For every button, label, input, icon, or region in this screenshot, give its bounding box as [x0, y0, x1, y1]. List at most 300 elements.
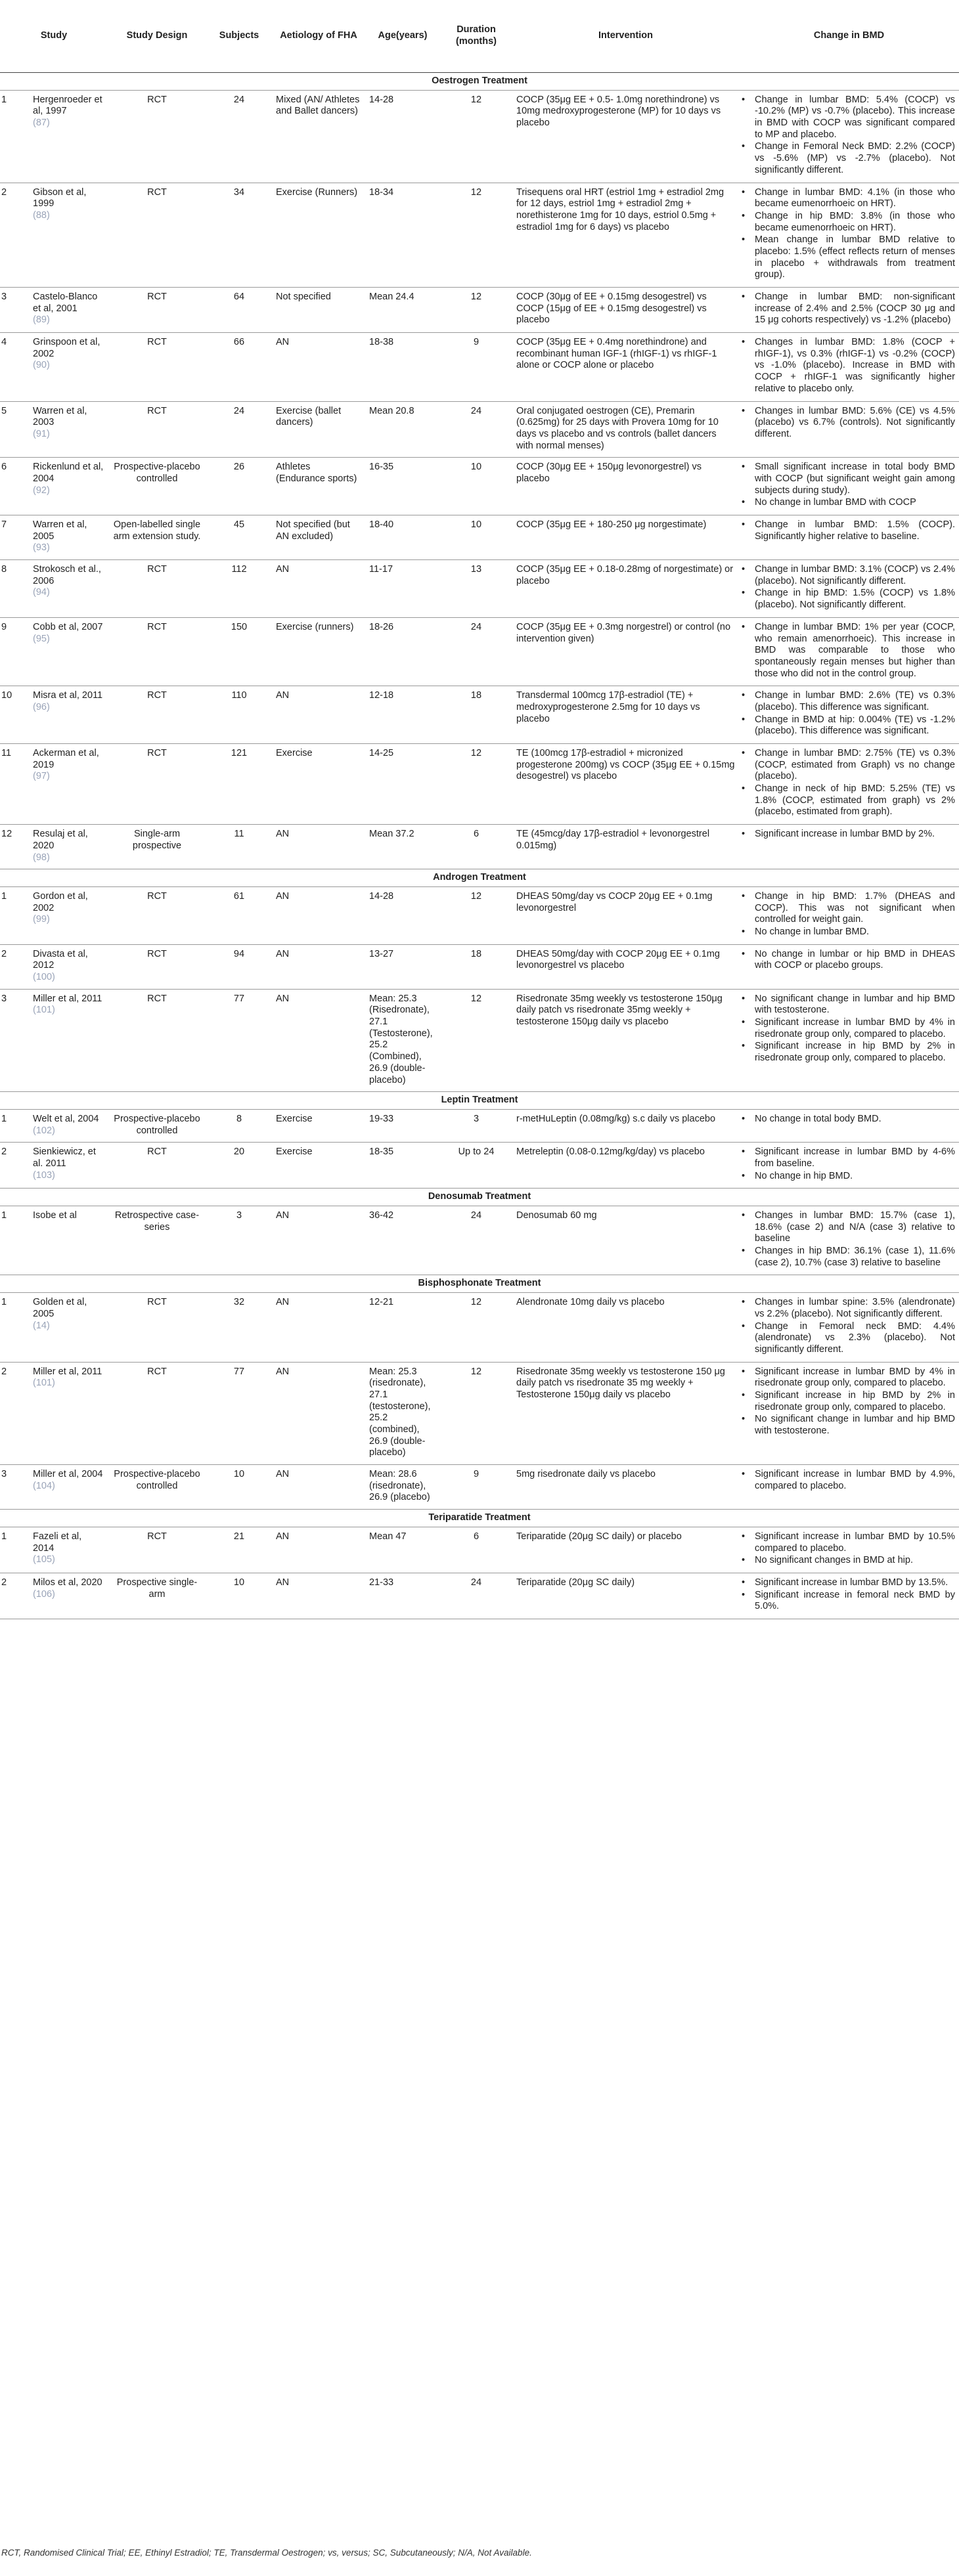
cell-number: 5: [0, 401, 29, 458]
table-row: [0, 1293, 959, 1362]
table-row: [0, 1109, 959, 1142]
cell-number: 9: [0, 617, 29, 686]
cell-study-design: RCT: [108, 989, 206, 1092]
cell-duration: 10: [440, 515, 512, 560]
bmd-result-item: • Changes in lumbar BMD: 1.8% (COCP + rhIGF-1), vs 0.3% (rhIGF-1) vs -0.2% (COCP) vs -1.0% (placebo). Increase in BMD with COCP + rhIGF-1 was significantly higher relative to placebo only.: [755, 337, 955, 395]
cell-intervention: COCP (35μg EE + 0.18-0.28mg of norgestimate) or placebo: [512, 560, 739, 618]
study-name: Fazeli et al, 2014: [33, 1531, 82, 1554]
cell-subjects: 10: [206, 1465, 272, 1510]
cell-intervention: Risedronate 35mg weekly vs testosterone 150μg daily patch vs risedronate 35mg weekly + testosterone 150μg daily vs placebo: [512, 989, 739, 1092]
cell-number: 7: [0, 515, 29, 560]
bmd-result-item: • Changes in hip BMD: 36.1% (case 1), 11.6% (case 2), 10.7% (case 3) relative to baseline: [755, 1246, 955, 1269]
cell-number: 1: [0, 1293, 29, 1362]
cell-age: Mean: 25.3 (Risedronate), 27.1 (Testosterone), 25.2 (Combined), 26.9 (double-placebo): [365, 989, 440, 1092]
study-name: Resulaj et al, 2020: [33, 829, 88, 851]
bmd-result-item: • Change in Femoral neck BMD: 4.4% (alendronate) vs 2.3% (placebo). Not significantly different.: [755, 1321, 955, 1356]
cell-study: [29, 333, 108, 401]
reference-link[interactable]: (89): [33, 315, 50, 326]
cell-duration: 12: [440, 183, 512, 288]
cell-subjects: 64: [206, 288, 272, 333]
bmd-result-list: [740, 519, 955, 542]
cell-subjects: 77: [206, 989, 272, 1092]
cell-study: [29, 288, 108, 333]
cell-age: 21-33: [365, 1573, 440, 1619]
bmd-result-list: [740, 622, 955, 680]
cell-age: 18-38: [365, 333, 440, 401]
cell-study: [29, 183, 108, 288]
cell-duration: 24: [440, 1573, 512, 1619]
header-intervention: Intervention: [512, 0, 739, 73]
cell-age: 13-27: [365, 944, 440, 989]
cell-aetiology: Exercise: [272, 744, 365, 825]
cell-aetiology: Exercise (runners): [272, 617, 365, 686]
cell-aetiology: Exercise: [272, 1109, 365, 1142]
cell-age: Mean: 25.3 (risedronate), 27.1 (testosterone), 25.2 (combined), 26.9 (double-placebo): [365, 1362, 440, 1465]
bmd-result-list: [740, 292, 955, 326]
section-header-row: [0, 73, 959, 91]
bmd-result-list: [740, 993, 955, 1064]
reference-link[interactable]: (103): [33, 1169, 55, 1181]
bmd-result-item: • Significant increase in lumbar BMD by 13.5%.: [755, 1577, 955, 1589]
cell-aetiology: AN: [272, 944, 365, 989]
cell-number: 1: [0, 886, 29, 944]
cell-subjects: 24: [206, 401, 272, 458]
cell-intervention: TE (45mcg/day 17β-estradiol + levonorgestrel 0.015mg): [512, 825, 739, 869]
bmd-result-list: [740, 406, 955, 441]
cell-change-in-bmd: [739, 744, 959, 825]
study-name: Divasta et al, 2012: [33, 948, 88, 971]
study-name: Gordon et al, 2002: [33, 890, 88, 913]
cell-aetiology: Not specified (but AN excluded): [272, 515, 365, 560]
table-row: [0, 560, 959, 618]
cell-number: 10: [0, 686, 29, 744]
bmd-result-item: • Mean change in lumbar BMD relative to placebo: 1.5% (effect reflects return of menses in placebo + withdrawals from treatment group).: [755, 234, 955, 281]
cell-age: 14-28: [365, 886, 440, 944]
header-duration: Duration (months): [440, 0, 512, 73]
reference-link[interactable]: (91): [33, 428, 50, 439]
cell-age: Mean: 28.6 (risedronate), 26.9 (placebo): [365, 1465, 440, 1510]
table-row: [0, 515, 959, 560]
cell-age: Mean 20.8: [365, 401, 440, 458]
cell-age: 18-34: [365, 183, 440, 288]
cell-aetiology: AN: [272, 1465, 365, 1510]
bmd-result-list: [740, 1577, 955, 1613]
cell-age: 16-35: [365, 458, 440, 515]
bmd-result-item: • Change in neck of hip BMD: 5.25% (TE) vs 1.8% (COCP, estimated from graph) vs 2% (placebo, estimated from graph).: [755, 783, 955, 818]
cell-study-design: RCT: [108, 744, 206, 825]
reference-link[interactable]: (92): [33, 485, 50, 496]
cell-change-in-bmd: [739, 560, 959, 618]
cell-study: [29, 1293, 108, 1362]
table-row: [0, 90, 959, 183]
table-row: [0, 1143, 959, 1189]
reference-link[interactable]: (106): [33, 1588, 55, 1600]
cell-study: [29, 515, 108, 560]
cell-age: 18-26: [365, 617, 440, 686]
table-header: [0, 0, 959, 73]
reference-link[interactable]: (87): [33, 118, 50, 129]
cell-age: 12-18: [365, 686, 440, 744]
header-study: Study: [0, 0, 108, 73]
bmd-result-item: • Change in hip BMD: 1.7% (DHEAS and COCP). This was not significant when controlled for weight gain.: [755, 891, 955, 926]
cell-study-design: RCT: [108, 686, 206, 744]
cell-number: 1: [0, 1527, 29, 1573]
cell-age: Mean 24.4: [365, 288, 440, 333]
reference-link[interactable]: (93): [33, 542, 50, 554]
cell-change-in-bmd: [739, 886, 959, 944]
cell-intervention: Teriparatide (20μg SC daily) or placebo: [512, 1527, 739, 1573]
reference-link[interactable]: (104): [33, 1480, 55, 1491]
cell-change-in-bmd: [739, 1465, 959, 1510]
cell-study: [29, 825, 108, 869]
reference-link[interactable]: (97): [33, 771, 50, 782]
cell-change-in-bmd: [739, 1206, 959, 1275]
cell-number: 3: [0, 989, 29, 1092]
cell-duration: 18: [440, 944, 512, 989]
table-row: [0, 401, 959, 458]
cell-study-design: RCT: [108, 1293, 206, 1362]
bmd-result-list: [740, 1114, 955, 1125]
reference-link[interactable]: (94): [33, 587, 50, 598]
cell-intervention: COCP (35μg EE + 0.3mg norgestrel) or control (no intervention given): [512, 617, 739, 686]
table-row: [0, 1573, 959, 1619]
bmd-result-item: • Significant increase in lumbar BMD by 4% in risedronate group only, compared to placebo.: [755, 1366, 955, 1389]
table-row: [0, 458, 959, 515]
cell-study: [29, 1109, 108, 1142]
bmd-result-item: • No significant changes in BMD at hip.: [755, 1555, 955, 1567]
cell-study: [29, 744, 108, 825]
cell-study-design: RCT: [108, 560, 206, 618]
cell-age: Mean 37.2: [365, 825, 440, 869]
study-name: Rickenlund et al, 2004: [33, 462, 104, 484]
bmd-result-item: • Changes in lumbar BMD: 5.6% (CE) vs 4.5% (placebo) vs 6.7% (controls). Not significantly different.: [755, 406, 955, 441]
table-row: [0, 886, 959, 944]
reference-link[interactable]: (88): [33, 209, 50, 221]
bmd-result-list: [740, 564, 955, 611]
cell-study-design: RCT: [108, 90, 206, 183]
study-name: Hergenroeder et al, 1997: [33, 94, 102, 117]
cell-change-in-bmd: [739, 686, 959, 744]
cell-change-in-bmd: [739, 90, 959, 183]
bmd-result-list: [740, 95, 955, 177]
bmd-result-item: • Significant increase in lumbar BMD by 4.9%, compared to placebo.: [755, 1469, 955, 1492]
bmd-result-item: • Change in hip BMD: 1.5% (COCP) vs 1.8% (placebo). Not significantly different.: [755, 588, 955, 611]
bmd-result-list: [740, 1210, 955, 1269]
cell-duration: 24: [440, 401, 512, 458]
bmd-result-item: • Significant increase in lumbar BMD by 4% in risedronate group only, compared to placebo.: [755, 1017, 955, 1040]
section-title: Bisphosphonate Treatment: [418, 1278, 541, 1289]
cell-intervention: Risedronate 35mg weekly vs testosterone 150 μg daily patch vs risedronate 35 mg weekly + Testosterone 150μg daily vs placebo: [512, 1362, 739, 1465]
bmd-result-item: • No significant change in lumbar and hip BMD with testosterone.: [755, 993, 955, 1016]
cell-change-in-bmd: [739, 515, 959, 560]
bmd-result-list: [740, 748, 955, 818]
cell-number: 8: [0, 560, 29, 618]
cell-number: 2: [0, 183, 29, 288]
cell-subjects: 10: [206, 1573, 272, 1619]
section-title: Denosumab Treatment: [428, 1191, 531, 1202]
cell-study: [29, 686, 108, 744]
reference-link[interactable]: (99): [33, 914, 50, 925]
cell-number: 3: [0, 288, 29, 333]
cell-intervention: Trisequens oral HRT (estriol 1mg + estradiol 2mg for 12 days, estriol 1mg + estradiol 2mg + norethisterone 1mg for 10 days, estriol 0.5mg + estradiol 1mg for 6 days) vs placebo: [512, 183, 739, 288]
bmd-result-list: [740, 1531, 955, 1567]
cell-number: 2: [0, 1143, 29, 1189]
cell-aetiology: AN: [272, 1527, 365, 1573]
table-row: [0, 989, 959, 1092]
bmd-result-item: • No change in total body BMD.: [755, 1114, 955, 1125]
cell-study-design: Prospective single-arm: [108, 1573, 206, 1619]
study-name: Ackerman et al, 2019: [33, 748, 99, 770]
cell-aetiology: AN: [272, 825, 365, 869]
table-row: [0, 1465, 959, 1510]
cell-subjects: 77: [206, 1362, 272, 1465]
cell-duration: 3: [440, 1109, 512, 1142]
cell-study: [29, 401, 108, 458]
cell-aetiology: AN: [272, 1573, 365, 1619]
cell-study-design: RCT: [108, 333, 206, 401]
cell-intervention: Denosumab 60 mg: [512, 1206, 739, 1275]
table-footnote: RCT, Randomised Clinical Trial; EE, Ethinyl Estradiol; TE, Transdermal Oestrogen; vs, versus; SC, Subcutaneously; N/A, Not Available.: [1, 2548, 532, 2558]
cell-change-in-bmd: [739, 288, 959, 333]
cell-intervention: COCP (35μg EE + 0.5- 1.0mg norethindrone) vs 10mg medroxyprogesterone (MP) for 10 days vs placebo: [512, 90, 739, 183]
reference-link[interactable]: (100): [33, 972, 55, 982]
bmd-result-list: [740, 1366, 955, 1437]
cell-study-design: RCT: [108, 1527, 206, 1573]
cell-aetiology: Exercise (ballet dancers): [272, 401, 365, 458]
table-row: [0, 825, 959, 869]
bmd-result-list: [740, 1297, 955, 1355]
bmd-result-item: • Change in lumbar BMD: 2.6% (TE) vs 0.3% (placebo). This difference was significant.: [755, 690, 955, 713]
cell-subjects: 3: [206, 1206, 272, 1275]
cell-study-design: RCT: [108, 1143, 206, 1189]
cell-subjects: 94: [206, 944, 272, 989]
cell-intervention: DHEAS 50mg/day with COCP 20μg EE + 0.1mg levonorgestrel vs placebo: [512, 944, 739, 989]
section-header-row: [0, 1189, 959, 1206]
cell-study: [29, 1206, 108, 1275]
cell-study: [29, 944, 108, 989]
table-row: [0, 1362, 959, 1465]
table-row: [0, 944, 959, 989]
cell-study-design: Retrospective case-series: [108, 1206, 206, 1275]
cell-number: 2: [0, 1362, 29, 1465]
cell-study: [29, 1362, 108, 1465]
cell-number: 1: [0, 1109, 29, 1142]
reference-link[interactable]: (102): [33, 1125, 55, 1136]
cell-study-design: RCT: [108, 617, 206, 686]
cell-number: 12: [0, 825, 29, 869]
bmd-result-list: [740, 891, 955, 938]
cell-intervention: DHEAS 50mg/day vs COCP 20μg EE + 0.1mg levonorgestrel: [512, 886, 739, 944]
cell-age: 18-35: [365, 1143, 440, 1189]
cell-aetiology: AN: [272, 1293, 365, 1362]
reference-link[interactable]: (95): [33, 633, 50, 644]
cell-number: 2: [0, 944, 29, 989]
header-subjects: Subjects: [206, 0, 272, 73]
header-study-design: Study Design: [108, 0, 206, 73]
bmd-result-item: • Significant increase in hip BMD by 2% in risedronate group only, compared to placebo.: [755, 1041, 955, 1064]
cell-change-in-bmd: [739, 401, 959, 458]
bmd-result-list: [740, 187, 955, 282]
bmd-result-item: • Significant increase in lumbar BMD by 10.5% compared to placebo.: [755, 1531, 955, 1554]
cell-duration: 12: [440, 744, 512, 825]
cell-aetiology: AN: [272, 1362, 365, 1465]
bmd-result-item: • No change in lumbar BMD.: [755, 927, 955, 938]
cell-study: [29, 1527, 108, 1573]
cell-study-design: Single-arm prospective: [108, 825, 206, 869]
cell-subjects: 20: [206, 1143, 272, 1189]
cell-study: [29, 617, 108, 686]
bmd-result-item: • Change in hip BMD: 3.8% (in those who became eumenorrhoeic on HRT).: [755, 211, 955, 234]
cell-subjects: 21: [206, 1527, 272, 1573]
cell-intervention: COCP (35μg EE + 0.4mg norethindrone) and recombinant human IGF-1 (rhIGF-1) vs rhIGF-1 alone or COCP alone or placebo: [512, 333, 739, 401]
table-row: [0, 288, 959, 333]
cell-intervention: COCP (30μg of EE + 0.15mg desogestrel) vs COCP (15μg of EE + 0.15mg desogestrel) vs placebo: [512, 288, 739, 333]
cell-aetiology: AN: [272, 333, 365, 401]
cell-aetiology: AN: [272, 989, 365, 1092]
cell-number: 1: [0, 1206, 29, 1275]
cell-duration: 6: [440, 825, 512, 869]
cell-study: [29, 989, 108, 1092]
table-row: [0, 1206, 959, 1275]
section-title: Oestrogen Treatment: [432, 76, 527, 86]
cell-change-in-bmd: [739, 1573, 959, 1619]
cell-subjects: 112: [206, 560, 272, 618]
study-name: Welt et al, 2004: [33, 1113, 99, 1124]
cell-intervention: COCP (30μg EE + 150μg levonorgestrel) vs placebo: [512, 458, 739, 515]
reference-link[interactable]: (105): [33, 1554, 55, 1565]
reference-link[interactable]: (101): [33, 1378, 55, 1389]
cell-duration: 18: [440, 686, 512, 744]
cell-duration: 13: [440, 560, 512, 618]
table-row: [0, 183, 959, 288]
bmd-result-item: • Change in BMD at hip: 0.004% (TE) vs -1.2% (placebo). This difference was significant.: [755, 714, 955, 737]
cell-aetiology: AN: [272, 886, 365, 944]
bmd-result-item: • Change in lumbar BMD: 3.1% (COCP) vs 2.4% (placebo). Not significantly different.: [755, 564, 955, 587]
cell-study: [29, 886, 108, 944]
cell-study-design: Prospective-placebo controlled: [108, 1109, 206, 1142]
study-name: Isobe et al: [33, 1210, 77, 1221]
cell-duration: 24: [440, 617, 512, 686]
header-change-in-bmd: Change in BMD: [739, 0, 959, 73]
cell-duration: 12: [440, 1293, 512, 1362]
cell-intervention: TE (100mcg 17β-estradiol + micronized progesterone 200mg) vs COCP (35μg EE + 0.15mg desogestrel) vs placebo: [512, 744, 739, 825]
bmd-result-item: • Significant increase in hip BMD by 2% in risedronate group only, compared to placebo.: [755, 1390, 955, 1413]
cell-subjects: 24: [206, 90, 272, 183]
cell-change-in-bmd: [739, 1527, 959, 1573]
cell-change-in-bmd: [739, 944, 959, 989]
cell-change-in-bmd: [739, 1143, 959, 1189]
bmd-result-item: • Change in lumbar BMD: non-significant increase of 2.4% and 2.5% (COCP 30 μg and 15 μg cohorts respectively) vs -1.2% (placebo): [755, 292, 955, 326]
cell-subjects: 26: [206, 458, 272, 515]
cell-duration: 10: [440, 458, 512, 515]
bmd-result-list: [740, 462, 955, 509]
cell-study-design: RCT: [108, 288, 206, 333]
table-row: [0, 686, 959, 744]
cell-change-in-bmd: [739, 617, 959, 686]
cell-study: [29, 1573, 108, 1619]
cell-age: 19-33: [365, 1109, 440, 1142]
bmd-result-item: • Changes in lumbar spine: 3.5% (alendronate) vs 2.2% (placebo). Not significantly different.: [755, 1297, 955, 1320]
table-row: [0, 617, 959, 686]
cell-change-in-bmd: [739, 825, 959, 869]
table-row: [0, 1527, 959, 1573]
cell-age: Mean 47: [365, 1527, 440, 1573]
cell-change-in-bmd: [739, 989, 959, 1092]
cell-number: 2: [0, 1573, 29, 1619]
cell-age: 18-40: [365, 515, 440, 560]
cell-study: [29, 1143, 108, 1189]
bmd-result-list: [740, 1469, 955, 1492]
cell-subjects: 66: [206, 333, 272, 401]
bmd-result-item: • Change in lumbar BMD: 5.4% (COCP) vs -10.2% (MP) vs -0.7% (placebo). This increase in BMD with COCP was significant compared to MP and placebo.: [755, 95, 955, 141]
cell-duration: 6: [440, 1527, 512, 1573]
cell-aetiology: Exercise: [272, 1143, 365, 1189]
table-row: [0, 744, 959, 825]
header-aetiology: Aetiology of FHA: [272, 0, 365, 73]
cell-aetiology: AN: [272, 686, 365, 744]
bmd-result-item: • Change in lumbar BMD: 1% per year (COCP, who remain amenorrhoeic). This increase in BMD was comparable to those who spontaneously regain menses but higher than those who did not in the control group.: [755, 622, 955, 680]
cell-study: [29, 458, 108, 515]
cell-age: 36-42: [365, 1206, 440, 1275]
cell-study: [29, 1465, 108, 1510]
cell-subjects: 8: [206, 1109, 272, 1142]
cell-subjects: 150: [206, 617, 272, 686]
reference-link[interactable]: (101): [33, 1005, 55, 1016]
cell-duration: 12: [440, 1362, 512, 1465]
cell-number: 3: [0, 1465, 29, 1510]
cell-duration: 12: [440, 90, 512, 183]
bmd-result-list: [740, 1146, 955, 1182]
reference-link[interactable]: (96): [33, 701, 50, 712]
study-name: Cobb et al, 2007: [33, 621, 103, 632]
cell-duration: 9: [440, 333, 512, 401]
cell-duration: 9: [440, 1465, 512, 1510]
study-name: Miller et al, 2011: [33, 993, 102, 1004]
section-header-row: [0, 1092, 959, 1110]
bmd-result-item: • Change in lumbar BMD: 4.1% (in those who became eumenorrhoeic on HRT).: [755, 187, 955, 210]
cell-aetiology: Exercise (Runners): [272, 183, 365, 288]
cell-change-in-bmd: [739, 183, 959, 288]
reference-link[interactable]: (90): [33, 360, 50, 371]
cell-change-in-bmd: [739, 1293, 959, 1362]
bmd-result-item: • No change in hip BMD.: [755, 1171, 955, 1183]
cell-study-design: Prospective-placebo controlled: [108, 1465, 206, 1510]
cell-age: 11-17: [365, 560, 440, 618]
reference-link[interactable]: (14): [33, 1320, 50, 1331]
study-name: Gibson et al, 1999: [33, 186, 87, 209]
cell-duration: 12: [440, 886, 512, 944]
study-name: Miller et al, 2004: [33, 1469, 103, 1480]
cell-duration: 12: [440, 288, 512, 333]
cell-intervention: Teriparatide (20μg SC daily): [512, 1573, 739, 1619]
reference-link[interactable]: (98): [33, 852, 50, 863]
study-name: Golden et al, 2005: [33, 1297, 87, 1319]
cell-intervention: COCP (35μg EE + 180-250 μg norgestimate): [512, 515, 739, 560]
bmd-result-item: • Change in Femoral Neck BMD: 2.2% (COCP) vs -5.6% (MP) vs -2.7% (placebo). Not significantly different.: [755, 141, 955, 176]
study-name: Strokosch et al., 2006: [33, 564, 101, 586]
cell-change-in-bmd: [739, 458, 959, 515]
cell-intervention: Alendronate 10mg daily vs placebo: [512, 1293, 739, 1362]
bmd-result-item: • Significant increase in lumbar BMD by 2%.: [755, 829, 955, 840]
cell-subjects: 45: [206, 515, 272, 560]
cell-age: 14-28: [365, 90, 440, 183]
study-name: Warren et al, 2003: [33, 405, 87, 428]
cell-intervention: Metreleptin (0.08-0.12mg/kg/day) vs placebo: [512, 1143, 739, 1189]
study-name: Sienkiewicz, et al. 2011: [33, 1146, 96, 1169]
cell-aetiology: Not specified: [272, 288, 365, 333]
study-name: Warren et al, 2005: [33, 519, 87, 542]
cell-study-design: RCT: [108, 886, 206, 944]
